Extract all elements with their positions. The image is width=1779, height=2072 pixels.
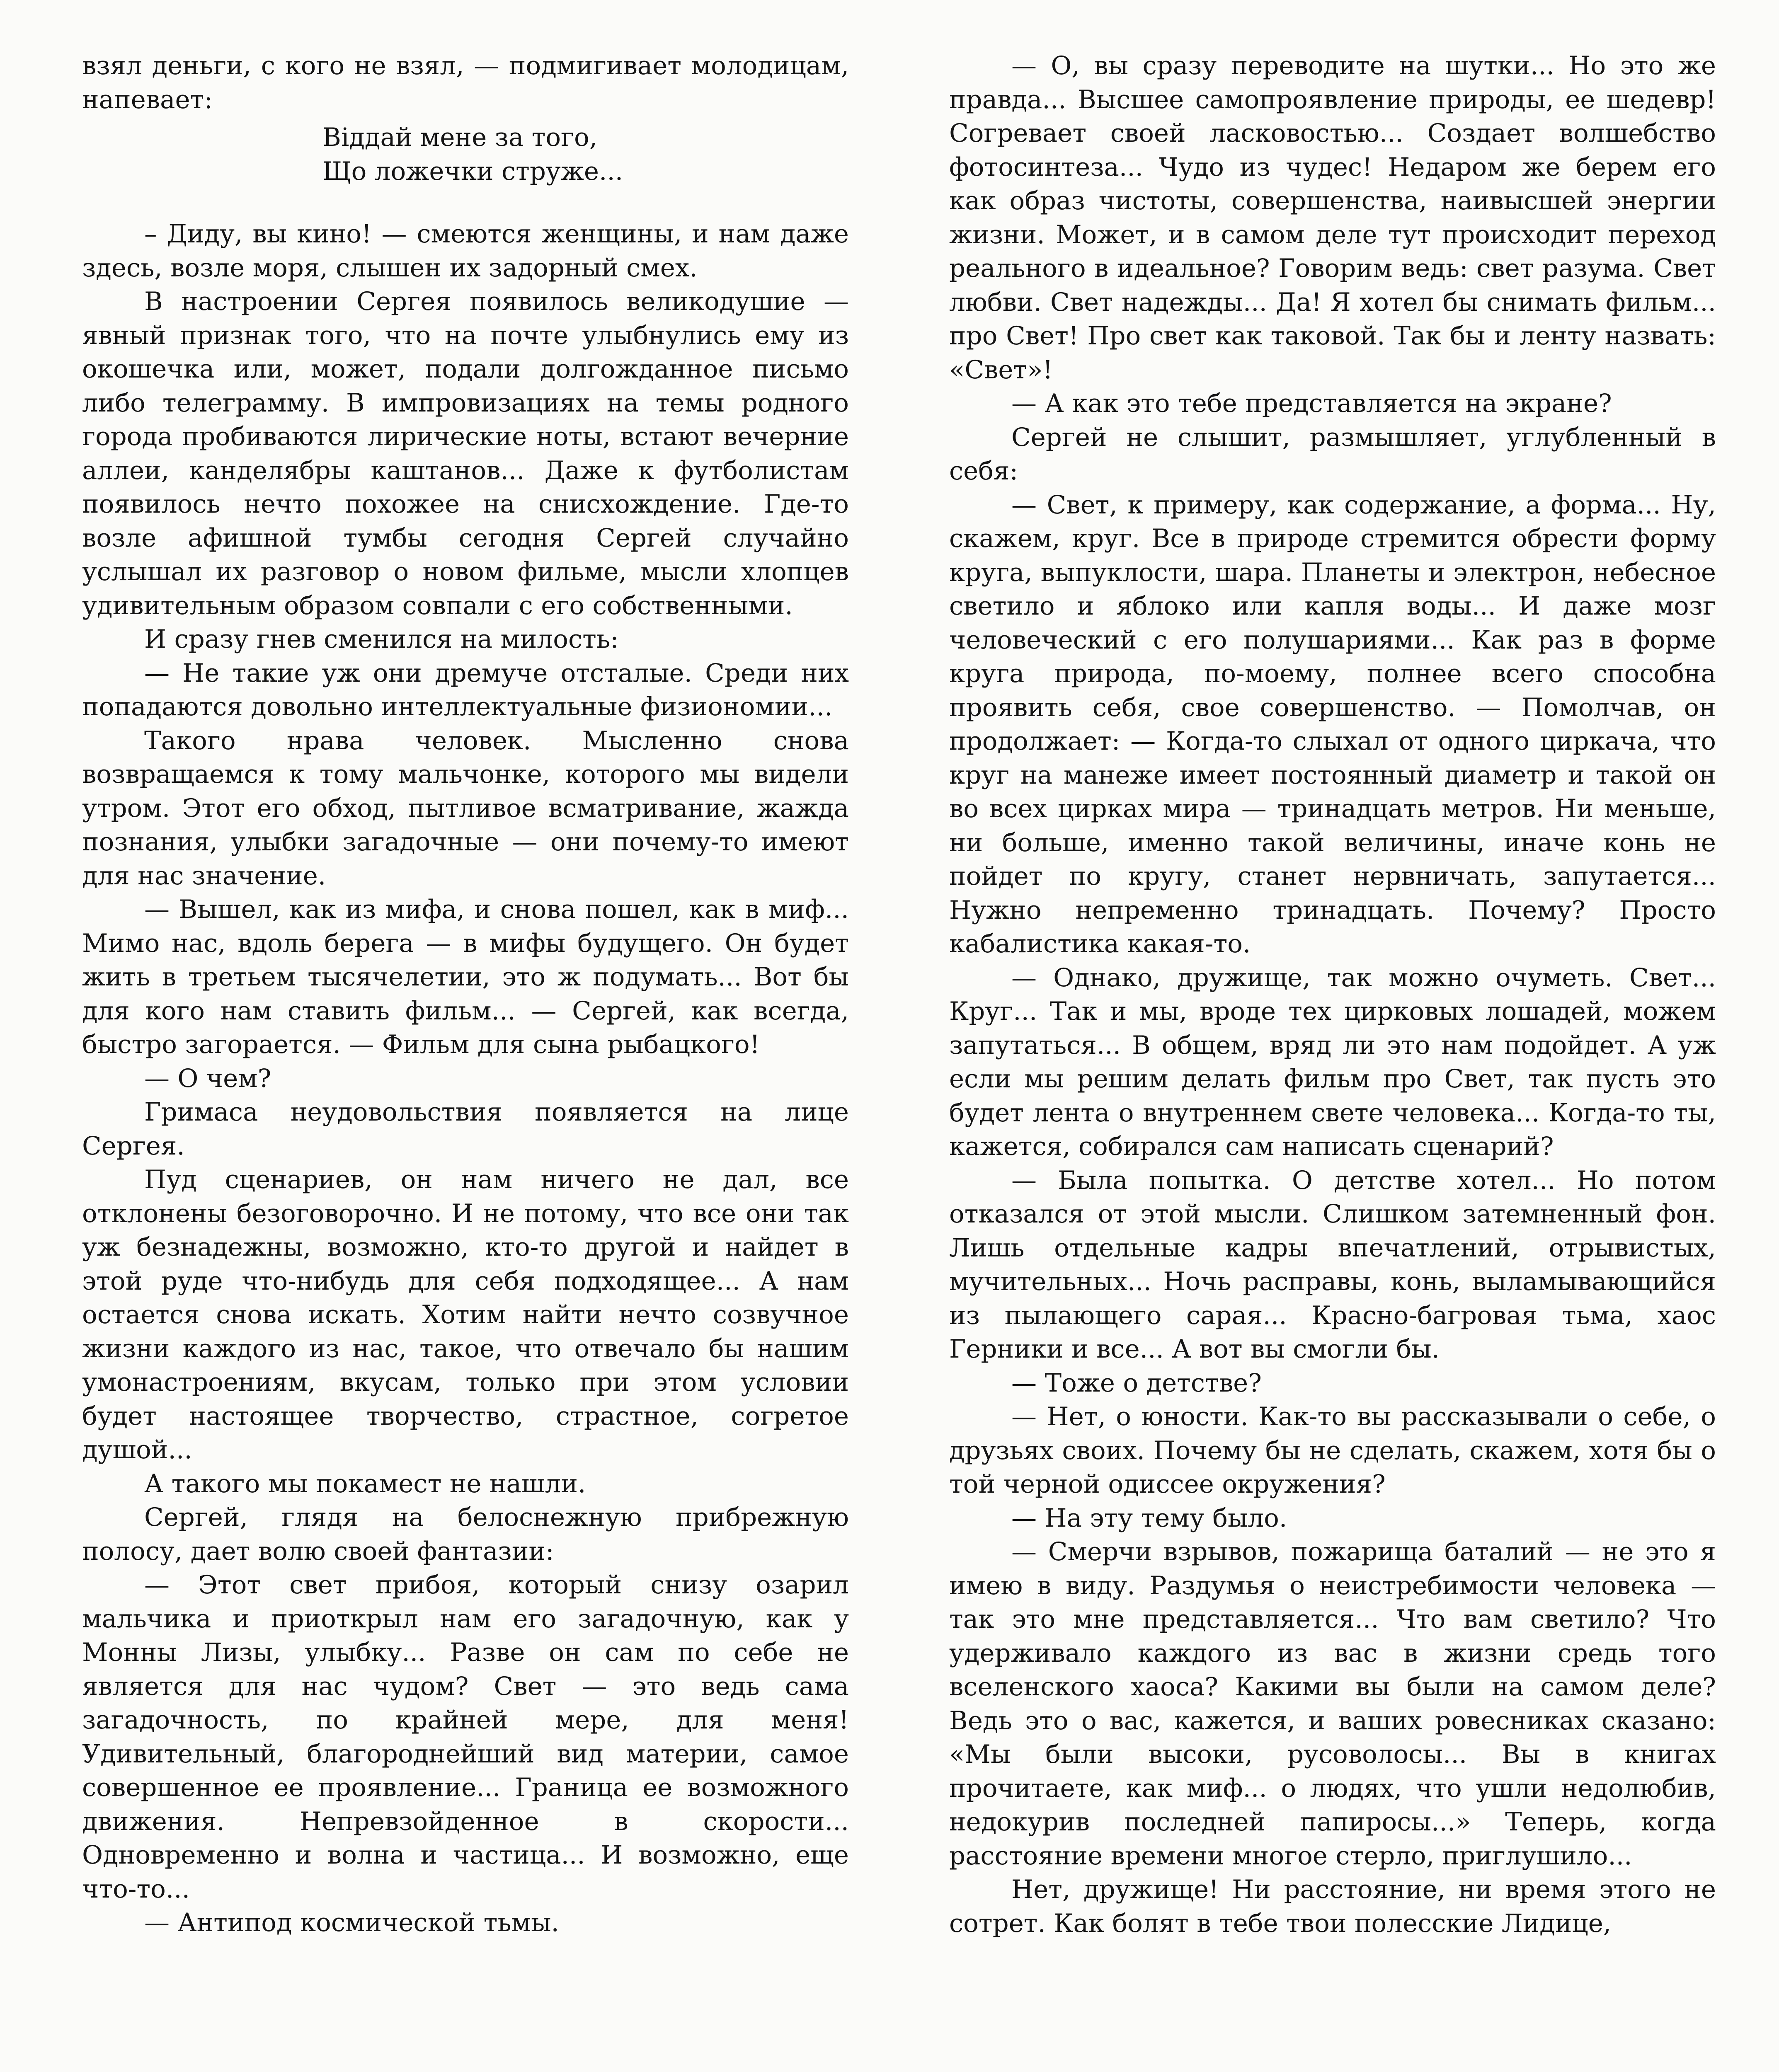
paragraph: — Этот свет прибоя, который снизу озарил мальчика и приоткрыл нам его загадочную, как у Монны Лизы, улыбку... Разве он сам по себе не является для нас чудом? Свет — это ведь сама загадочность, по крайней мере, для меня! Удивительный, благороднейший вид материи, самое совершенное ее проявление... Граница ее возможного движения. Непревзойденное в скорости... Одновременно и волна и частица... И возможно, еще что-то...: [82, 1570, 849, 1904]
paragraph: А такого мы покамест не нашли.: [144, 1469, 586, 1498]
song-verse: [82, 121, 849, 188]
paragraph: Сергей не слышит, размышляет, углубленный в себя:: [949, 422, 1716, 486]
paragraph: Пуд сценариев, он нам ничего не дал, все отклонены безоговорочно. И не потому, что все они так уж безнадежны, возможно, кто-то другой и найдет в этой руде что-нибудь для себя подходящее... А нам остается снова искать. Хотим найти нечто созвучное жизни каждого из нас, такое, что отвечало бы нашим умонастроениям, вкусам, только при этом условии будет настоящее творчество, страстное, согретое душой...: [82, 1165, 849, 1464]
paragraph: — Была попытка. О детстве хотел... Но потом отказался от этой мысли. Слишком затемненный фон. Лишь отдельные кадры впечатлений, отрывистых, мучительных... Ночь расправы, конь, выламывающийся из пылающего сарая... Красно-багровая тьма, хаос Герники и все... А вот вы смогли бы.: [949, 1165, 1716, 1364]
paragraph: — Вышел, как из мифа, и снова пошел, как в миф... Мимо нас, вдоль берега — в мифы будущего. Он будет жить в третьем тысячелетии, это ж подумать... Вот бы для кого нам ставить фильм... — Сергей, как всегда, быстро загорается. — Фильм для сына рыбацкого!: [82, 895, 849, 1059]
paragraph: Нет, дружище! Ни расстояние, ни время этого не сотрет. Как болят в тебе твои полесские Лидице,: [949, 1875, 1716, 1938]
paragraph: Сергей, глядя на белоснежную прибрежную полосу, дает волю своей фантазии:: [82, 1503, 849, 1566]
verse-line: Що ложечки струже...: [322, 156, 623, 186]
paragraph: — На эту тему было.: [1011, 1503, 1287, 1533]
paragraph: В настроении Сергея появилось великодушие — явный признак того, что на почте улыбнулись ему из окошечка или, может, подали долгожданное письмо либо телеграмму. В импровизациях на темы родного города пробиваются лирические ноты, встают вечерние аллеи, канделябры каштанов... Даже к футболистам появилось нечто похожее на снисхождение. Где-то возле афишной тумбы сегодня Сергей случайно услышал их разговор о новом фильме, мысли хлопцев удивительным образом совпали с его собственными.: [82, 287, 849, 620]
text-column-right: [949, 49, 1716, 1940]
paragraph: Гримаса неудовольствия появляется на лице Сергея.: [82, 1097, 849, 1161]
paragraph: — Свет, к примеру, как содержание, а форма... Ну, скажем, круг. Все в природе стремится обрести форму круга, выпуклости, шара. Планеты и электрон, небесное светило и яблоко или капля воды... И даже мозг человеческий с его полушариями... Как раз в форме круга природа, по-моему, полнее всего способна проявить себя, свое совершенство. — Помолчав, он продолжает: — Когда-то слыхал от одного циркача, что круг на манеже имеет постоянный диаметр и такой он во всех цирках мира — тринадцать метров. Ни меньше, ни больше, именно такой величины, иначе конь не пойдет по кругу, станет нервничать, запутается... Нужно непременно тринадцать. Почему? Просто кабалистика какая-то.: [949, 490, 1716, 959]
paragraph: — Тоже о детстве?: [1011, 1368, 1262, 1398]
paragraph: — Смерчи взрывов, пожарища баталий — не это я имею в виду. Раздумья о неистребимости человека — так это мне представляется... Что вам светило? Что удерживало каждого из вас в жизни средь того вселенского хаоса? Какими вы были на самом деле? Ведь это о вас, кажется, и ваших ровесниках сказано: «Мы были высоки, русоволосы... Вы в книгах прочитаете, как миф... о людях, что ушли недолюбив, недокурив последней папиросы...» Теперь, когда расстояние времени многое стерло, приглушило...: [949, 1537, 1716, 1871]
paragraph: — Нет, о юности. Как-то вы рассказывали о себе, о друзьях своих. Почему бы не сделать, скажем, хотя бы о той черной одиссее окружения?: [949, 1402, 1716, 1499]
paragraph: — Антипод космической тьмы.: [144, 1908, 559, 1937]
paragraph: — О, вы сразу переводите на шутки... Но это же правда... Высшее самопроявление природы, ее шедевр! Согревает своей ласковостью... Создает волшебство фотосинтеза... Чудо из чудес! Недаром же берем его как образ чистоты, совершенства, наивысшей энергии жизни. Может, и в самом деле тут происходит переход реального в идеальное? Говорим ведь: свет разума. Свет любви. Свет надежды... Да! Я хотел бы снимать фильм... про Свет! Про свет как таковой. Так бы и ленту назвать: «Свет»!: [949, 51, 1716, 385]
paragraph: — А как это тебе представляется на экране?: [1011, 389, 1612, 418]
paragraph: Такого нрава человек. Мысленно снова возвращаемся к тому мальчонке, которого мы видели утром. Этот его обход, пытливое всматривание, жажда познания, улыбки загадочные — они почему-то имеют для нас значение.: [82, 726, 849, 891]
paragraph: — Однако, дружище, так можно очуметь. Свет... Круг... Так и мы, вроде тех цирковых лошадей, можем запутаться... В общем, вряд ли это нам подойдет. А уж если мы решим делать фильм про Свет, так пусть это будет лента о внутреннем свете человека... Когда-то ты, кажется, собирался сам написать сценарий?: [949, 963, 1716, 1161]
paragraph: — Не такие уж они дремуче отсталые. Среди них попадаются довольно интеллектуальные физиономии...: [82, 658, 849, 721]
paragraph: – Диду, вы кино! — смеются женщины, и нам даже здесь, возле моря, слышен их задорный смех.: [82, 219, 849, 283]
verse-line: Віддай мене за того,: [322, 123, 598, 152]
paragraph: взял деньги, с кого не взял, — подмигивает молодицам, напевает:: [82, 51, 849, 114]
paragraph: И сразу гнев сменился на милость:: [144, 625, 619, 654]
text-column-left: [82, 49, 849, 1940]
paragraph: — О чем?: [144, 1063, 271, 1093]
